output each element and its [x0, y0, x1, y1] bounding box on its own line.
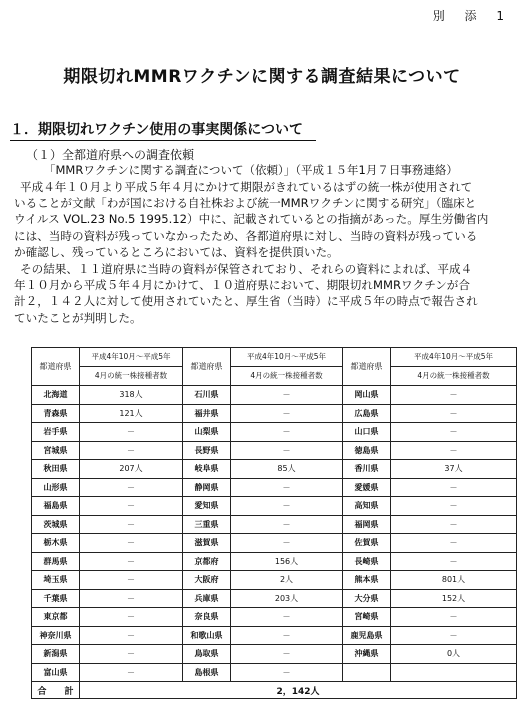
count-cell: －: [231, 645, 343, 664]
count-cell: －: [231, 663, 343, 682]
prefecture-cell: 山口県: [343, 423, 391, 442]
count-cell: －: [80, 571, 183, 590]
count-cell: －: [391, 497, 517, 516]
attachment-label: 別 添 1: [432, 9, 512, 23]
count-cell: －: [391, 534, 517, 553]
count-cell: －: [231, 478, 343, 497]
count-cell: －: [231, 534, 343, 553]
table-row: [32, 534, 517, 553]
table-row: [32, 423, 517, 442]
prefecture-cell: 茨城県: [32, 515, 80, 534]
request-reference: 「MMRワクチンに関する調査について（依頼）」（平成１５年1月７日事務連絡）: [44, 163, 458, 177]
header-count-line2: 4月の統一株接種者数: [231, 367, 343, 386]
subsection-heading: （１）全都道府県への調査依頼: [26, 148, 195, 162]
table-row: [32, 515, 517, 534]
count-cell: －: [391, 441, 517, 460]
prefecture-cell: 埼玉県: [32, 571, 80, 590]
prefecture-cell: 高知県: [343, 497, 391, 516]
count-cell: 2人: [231, 571, 343, 590]
prefecture-cell: 静岡県: [183, 478, 231, 497]
prefecture-cell: 青森県: [32, 404, 80, 423]
prefecture-cell: 福井県: [183, 404, 231, 423]
prefecture-cell: 福島県: [32, 497, 80, 516]
prefecture-cell: 山形県: [32, 478, 80, 497]
paragraph-2-line: その結果、１１道府県に当時の資料が保管されており、それらの資料によれば、平成４: [20, 262, 473, 276]
header-prefecture: 都道府県: [183, 348, 231, 386]
header-count-line2: 4月の統一株接種者数: [391, 367, 517, 386]
count-cell: －: [391, 404, 517, 423]
prefecture-cell: 岡山県: [343, 386, 391, 405]
header-count-line1: 平成4年10月～平成5年: [231, 348, 343, 367]
count-cell: －: [231, 386, 343, 405]
prefecture-cell: 神奈川県: [32, 626, 80, 645]
paragraph-1-line: 平成４年１０月より平成５年４月にかけて期限がきれているはずの統一株が使用されて: [20, 180, 473, 194]
count-cell: －: [391, 478, 517, 497]
header-prefecture: 都道府県: [32, 348, 80, 386]
prefecture-cell: 和歌山県: [183, 626, 231, 645]
prefecture-cell: 栃木県: [32, 534, 80, 553]
count-cell: －: [80, 589, 183, 608]
count-cell: －: [80, 552, 183, 571]
count-cell: －: [231, 423, 343, 442]
prefecture-cell: 宮城県: [32, 441, 80, 460]
header-count-line1: 平成4年10月～平成5年: [80, 348, 183, 367]
count-cell: 152人: [391, 589, 517, 608]
prefecture-cell: 京都府: [183, 552, 231, 571]
count-cell: －: [231, 608, 343, 627]
total-value: 2，142人: [80, 682, 517, 699]
prefecture-cell: 広島県: [343, 404, 391, 423]
prefecture-cell: 鹿児島県: [343, 626, 391, 645]
table-row: [32, 645, 517, 664]
prefecture-cell: 三重県: [183, 515, 231, 534]
prefecture-cell: 徳島県: [343, 441, 391, 460]
prefecture-cell: 岩手県: [32, 423, 80, 442]
paragraph-1-line: いることが文献「わが国における自社株および統一MMRワクチンに関する研究」（臨床と: [14, 196, 477, 211]
prefecture-cell: 大分県: [343, 589, 391, 608]
count-cell: 801人: [391, 571, 517, 590]
prefecture-cell: 愛知県: [183, 497, 231, 516]
table-row: [32, 663, 517, 682]
paragraph-2: [14, 261, 516, 326]
table-row: [32, 386, 517, 405]
table-header-row: [32, 348, 517, 367]
count-cell: －: [80, 478, 183, 497]
prefecture-cell: 島根県: [183, 663, 231, 682]
count-cell: －: [80, 608, 183, 627]
count-cell: －: [391, 515, 517, 534]
table-row: [32, 441, 517, 460]
prefecture-cell: 奈良県: [183, 608, 231, 627]
prefecture-cell: 滋賀県: [183, 534, 231, 553]
table-row: [32, 589, 517, 608]
table-row: [32, 552, 517, 571]
count-cell: 0人: [391, 645, 517, 664]
prefecture-cell: 富山県: [32, 663, 80, 682]
table-total-row: [32, 682, 517, 699]
count-cell: －: [80, 534, 183, 553]
prefecture-cell: 長崎県: [343, 552, 391, 571]
prefecture-cell: 香川県: [343, 460, 391, 479]
prefecture-cell: [343, 663, 391, 682]
prefecture-cell: 沖縄県: [343, 645, 391, 664]
section-heading: １．期限切れワクチン使用の事実関係について: [10, 119, 316, 141]
count-cell: 121人: [80, 404, 183, 423]
table-row: [32, 571, 517, 590]
prefecture-cell: 山梨県: [183, 423, 231, 442]
count-cell: －: [80, 423, 183, 442]
paragraph-1-line: には、当時の資料が残っていなかったため、各都道府県に対し、当時の資料が残っている: [14, 228, 478, 243]
header-count-line2: 4月の統一株接種者数: [80, 367, 183, 386]
count-cell: 85人: [231, 460, 343, 479]
count-cell: －: [80, 441, 183, 460]
paragraph-2-line: ていたことが判明した。: [14, 310, 142, 325]
prefecture-cell: 大阪府: [183, 571, 231, 590]
count-cell: －: [391, 386, 517, 405]
prefecture-cell: 熊本県: [343, 571, 391, 590]
table-row: [32, 626, 517, 645]
prefecture-cell: 秋田県: [32, 460, 80, 479]
prefecture-cell: 宮崎県: [343, 608, 391, 627]
count-cell: －: [80, 515, 183, 534]
prefecture-cell: 鳥取県: [183, 645, 231, 664]
prefecture-cell: 群馬県: [32, 552, 80, 571]
count-cell: 37人: [391, 460, 517, 479]
count-cell: －: [231, 626, 343, 645]
table-row: [32, 460, 517, 479]
count-cell: －: [391, 626, 517, 645]
prefecture-cell: 東京都: [32, 608, 80, 627]
paragraph-1-line: ウイルス VOL.23 No.5 1995.12）中に、記載されているとの指摘があった。厚生労働省内: [14, 212, 489, 227]
paragraph-1-line: か確認し、残っているところにおいては、資料を提供頂いた。: [14, 244, 339, 259]
count-cell: －: [231, 441, 343, 460]
prefecture-cell: 新潟県: [32, 645, 80, 664]
table-header-row: [32, 367, 517, 386]
paragraph-2-line: 年１０月から平成５年４月にかけて、１０道府県において、期限切れMMRワクチンが合: [14, 278, 470, 293]
prefecture-cell: 石川県: [183, 386, 231, 405]
count-cell: [391, 663, 517, 682]
count-cell: －: [231, 515, 343, 534]
count-cell: 203人: [231, 589, 343, 608]
table-row: [32, 497, 517, 516]
prefecture-cell: 愛媛県: [343, 478, 391, 497]
document-title: 期限切れMMRワクチンに関する調査結果について: [63, 67, 461, 87]
count-cell: 156人: [231, 552, 343, 571]
count-cell: 207人: [80, 460, 183, 479]
table-row: [32, 608, 517, 627]
prefecture-cell: 千葉県: [32, 589, 80, 608]
prefecture-cell: 岐阜県: [183, 460, 231, 479]
count-cell: －: [80, 497, 183, 516]
prefecture-cell: 北海道: [32, 386, 80, 405]
count-cell: －: [80, 663, 183, 682]
prefecture-cell: 兵庫県: [183, 589, 231, 608]
table-row: [32, 404, 517, 423]
table-body: [32, 386, 517, 682]
total-label: 合 計: [32, 682, 80, 699]
count-cell: －: [391, 423, 517, 442]
prefecture-cell: 福岡県: [343, 515, 391, 534]
paragraph-2-line: 計２，１４２人に対して使用されていたと、厚生省（当時）に平成５年の時点で報告され: [14, 294, 478, 309]
prefecture-cell: 佐賀県: [343, 534, 391, 553]
count-cell: 318人: [80, 386, 183, 405]
prefecture-cell: 長野県: [183, 441, 231, 460]
count-cell: －: [391, 608, 517, 627]
vaccination-table: [31, 347, 517, 699]
table-row: [32, 478, 517, 497]
count-cell: －: [80, 626, 183, 645]
header-prefecture: 都道府県: [343, 348, 391, 386]
count-cell: －: [80, 645, 183, 664]
paragraph-1: [14, 179, 516, 260]
count-cell: －: [391, 552, 517, 571]
count-cell: －: [231, 404, 343, 423]
header-count-line1: 平成4年10月～平成5年: [391, 348, 517, 367]
count-cell: －: [231, 497, 343, 516]
